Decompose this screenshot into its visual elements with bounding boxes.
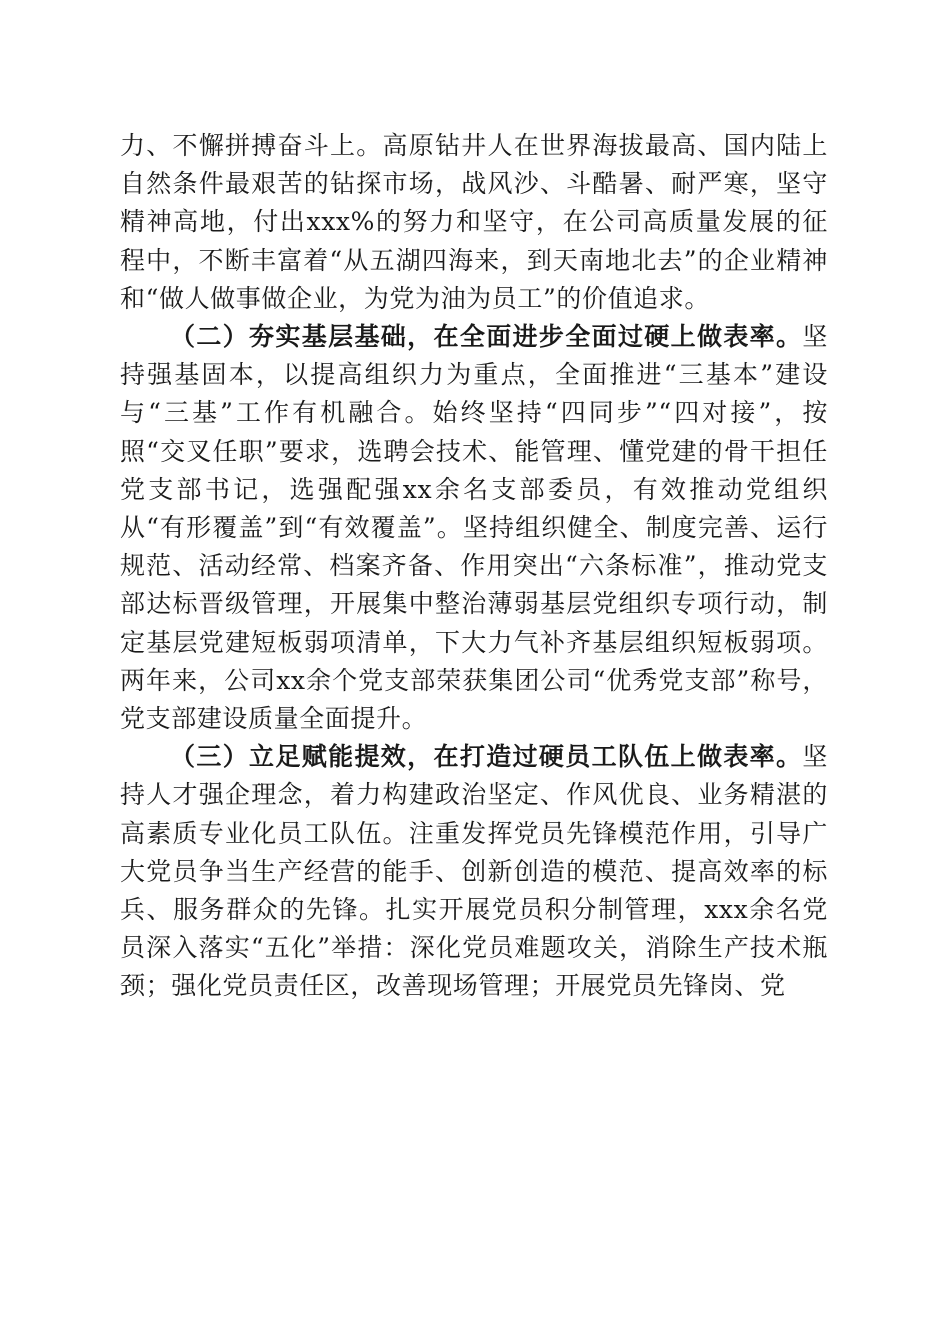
document-body [120,127,828,1006]
paragraph-1-text: 力、不懈拼搏奋斗上。高原钻井人在世界海拔最高、国内陆上自然条件最艰苦的钻探市场，战风沙、斗酷暑、耐严寒，坚守精神高地，付出xxx%的努力和坚守，在公司高质量发展的征程中，不断丰富着“从五湖四海来，到天南地北去”的企业精神和“做人做事做企业，为党为油为员工”的价值追求。 [120,131,828,313]
paragraph-2-text: 坚持强基固本，以提高组织力为重点，全面推进“三基本”建设与“三基”工作有机融合。始终坚持“四同步”“四对接”，按照“交叉任职”要求，选聘会技术、能管理、懂党建的骨干担任党支部书记，选强配强xx余名支部委员，有效推动党组织从“有形覆盖”到“有效覆盖”。坚持组织健全、制度完善、运行规范、活动经常、档案齐备、作用突出“六条标准”，推动党支部达标晋级管理，开展集中整治薄弱基层党组织专项行动，制定基层党建短板弱项清单，下大力气补齐基层组织短板弱项。两年来，公司xx余个党支部荣获集团公司“优秀党支部”称号，党支部建设质量全面提升。 [120,322,828,734]
paragraph-2 [120,318,828,738]
paragraph-1 [120,127,828,318]
paragraph-2-heading: （二）夯实基层基础，在全面进步全面过硬上做表率。 [170,322,803,352]
paragraph-3-text: 坚持人才强企理念，着力构建政治坚定、作风优良、业务精湛的高素质专业化员工队伍。注重发挥党员先锋模范作用，引导广大党员争当生产经营的能手、创新创造的模范、提高效率的标兵、服务群众的先锋。扎实开展党员积分制管理，xxx余名党员深入落实“五化”举措：深化党员难题攻关，消除生产技术瓶颈；强化党员责任区，改善现场管理；开展党员先锋岗、党 [120,742,828,1001]
paragraph-3-heading: （三）立足赋能提效，在打造过硬员工队伍上做表率。 [170,742,803,772]
paragraph-3 [120,738,828,1005]
